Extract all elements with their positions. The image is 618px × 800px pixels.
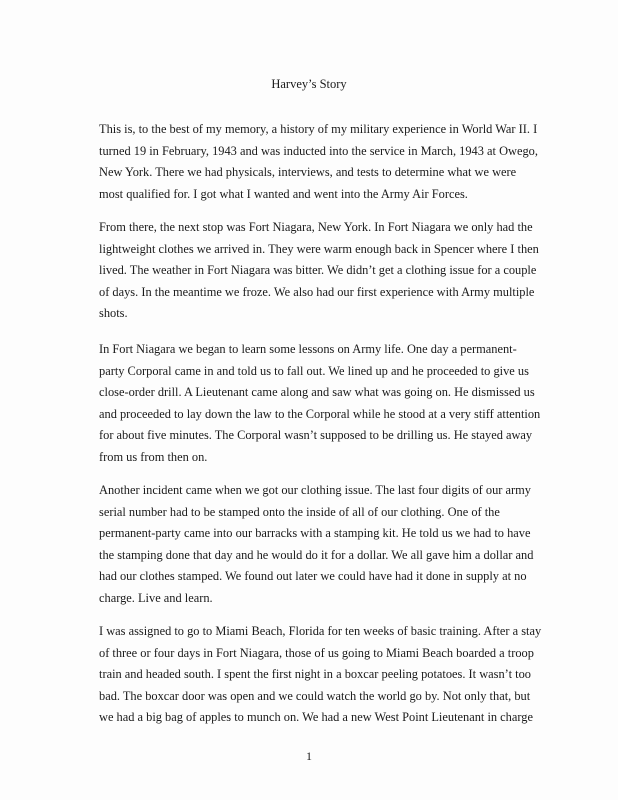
text-line: train and headed south. I spent the first night in a boxcar peeling potatoes. It wasn’t too	[99, 667, 531, 681]
text-line: turned 19 in February, 1943 and was inducted into the service in March, 1943 at Owego,	[99, 143, 538, 158]
text-line: From there, the next stop was Fort Niagara, New York. In Fort Niagara we only had the	[99, 220, 533, 234]
text-line: permanent-party came into our barracks with a stamping kit. He told us we had to have	[99, 526, 531, 540]
text-line: close-order drill. A Lieutenant came along and saw what was going on. He dismissed us	[99, 385, 535, 399]
text-line: In Fort Niagara we began to learn some lessons on Army life. One day a permanent-	[99, 342, 517, 356]
text-line: bad. The boxcar door was open and we could watch the world go by. Not only that, but	[99, 688, 531, 703]
text-line: from us from then on.	[99, 449, 208, 464]
text-line: of three or four days in Fort Niagara, those of us going to Miami Beach boarded a troop	[99, 645, 534, 660]
text-line: New York. There we had physicals, interviews, and tests to determine what we were	[99, 165, 517, 179]
paragraph-5	[99, 621, 569, 729]
page-number: 1	[306, 749, 312, 763]
text-line: party Corporal came in and told us to fall out. We lined up and he proceeded to give us	[99, 363, 529, 378]
paragraph-1	[99, 119, 569, 205]
text-line: serial number had to be stamped onto the inside of all of our clothing. One of the	[99, 504, 500, 519]
text-line: the stamping done that day and he would do it for a dollar. We all gave him a dollar and	[99, 547, 534, 562]
text-line: lived. The weather in Fort Niagara was bitter. We didn’t get a clothing issue for a couple	[99, 263, 537, 277]
text-line: charge. Live and learn.	[99, 590, 213, 605]
text-line: of days. In the meantime we froze. We also had our first experience with Army multiple	[99, 284, 535, 299]
text-line: had our clothes stamped. We found out later we could have had it done in supply at no	[99, 569, 527, 583]
text-line: I was assigned to go to Miami Beach, Florida for ten weeks of basic training. After a stay	[99, 624, 542, 638]
text-line: for about five minutes. The Corporal wasn’t supposed to be drilling us. He stayed away	[99, 428, 533, 442]
document-title: Harvey’s Story	[271, 77, 347, 91]
paragraph-2	[99, 217, 569, 325]
paragraph-3	[99, 339, 569, 468]
text-line: most qualified for. I got what I wanted and went into the Army Air Forces.	[99, 186, 468, 201]
text-line: This is, to the best of my memory, a history of my military experience in World War II. I	[99, 122, 538, 136]
text-line: we had a big bag of apples to munch on. We had a new West Point Lieutenant in charge	[99, 710, 533, 724]
text-line: shots.	[99, 306, 128, 320]
text-line: lightweight clothes we arrived in. They were warm enough back in Spencer where I then	[99, 241, 539, 256]
text-line: Another incident came when we got our clothing issue. The last four digits of our army	[99, 483, 531, 497]
text-line: and proceeded to lay down the law to the Corporal while he stood at a very stiff attention	[99, 406, 541, 421]
paragraph-4	[99, 480, 569, 609]
